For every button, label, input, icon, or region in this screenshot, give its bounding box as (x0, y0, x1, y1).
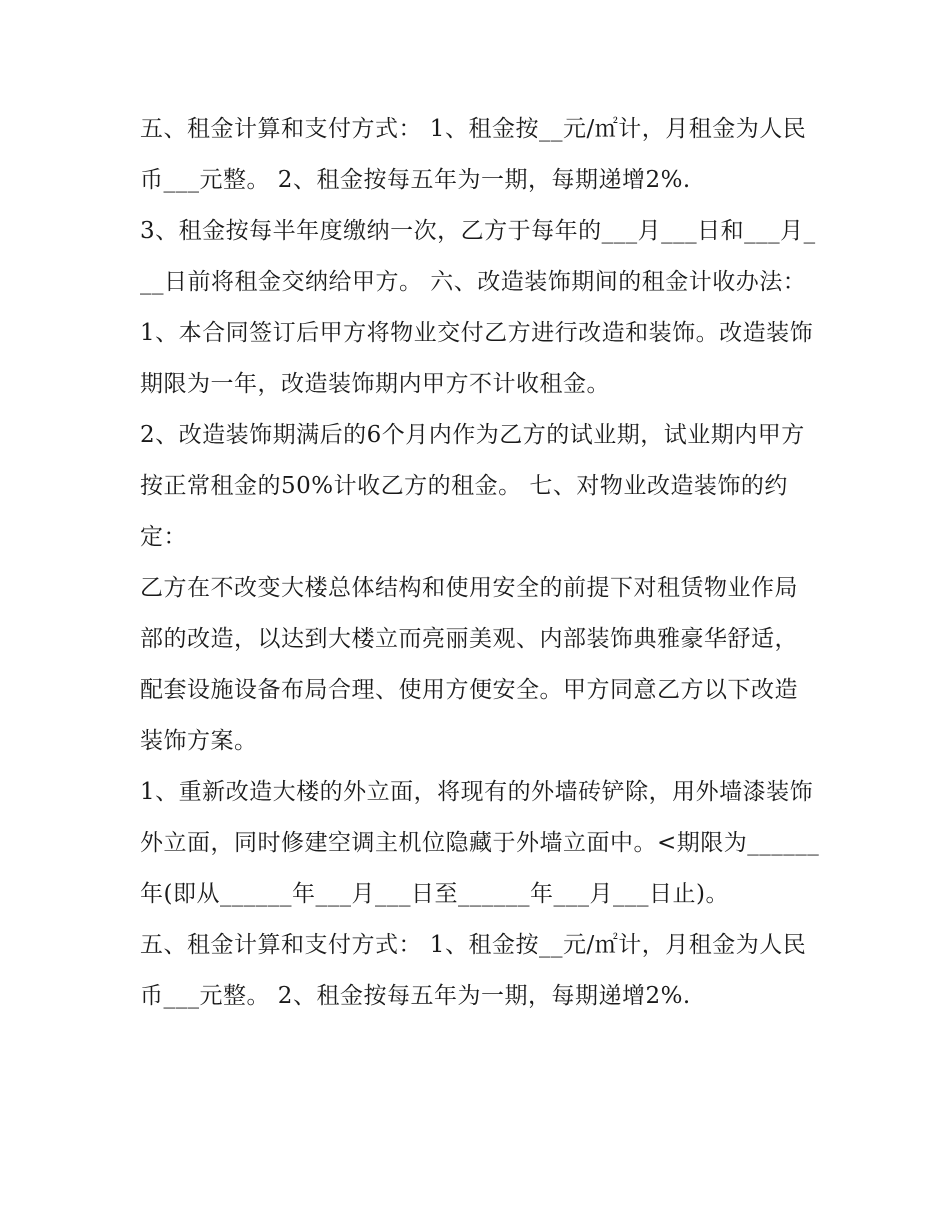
paragraph-renovation-scope: 乙方在不改变大楼总体结构和使用安全的前提下对租赁物业作局部的改造，以达到大楼立而亮丽美观、内部装饰典雅豪华舒适，配套设施设备布局合理、使用方便安全。甲方同意乙方以下改造装饰方案。 (140, 575, 798, 754)
paragraph-facade-renovation: 1、重新改造大楼的外立面，将现有的外墙砖铲除，用外墙漆装饰外立面，同时修建空调主机位隐藏于外墙立面中。<期限为______年(即从______年___月___日至______年___月___日止)。 (140, 779, 820, 907)
paragraph-renovation-handover: 1、本合同签订后甲方将物业交付乙方进行改造和装饰。改造装饰期限为一年，改造装饰期内甲方不计收租金。 (140, 320, 814, 397)
paragraph-rent-payment-schedule: 3、租金按每半年度缴纳一次，乙方于每年的___月___日和___月___日前将租金交纳给甲方。 六、改造装饰期间的租金计收办法： (140, 218, 816, 295)
paragraph-rent-calculation-repeat: 五、租金计算和支付方式： 1、租金按__元/㎡计，月租金为人民币___元整。 2、租金按每五年为一期，每期递增2%. (140, 932, 807, 1009)
paragraph-trial-period: 2、改造装饰期满后的6个月内作为乙方的试业期，试业期内甲方按正常租金的50%计收乙方的租金。 七、对物业改造装饰的约定： (140, 422, 805, 550)
document-body (140, 104, 820, 1022)
paragraph-rent-calculation: 五、租金计算和支付方式： 1、租金按__元/㎡计，月租金为人民币___元整。 2、租金按每五年为一期，每期递增2%. (140, 116, 807, 193)
